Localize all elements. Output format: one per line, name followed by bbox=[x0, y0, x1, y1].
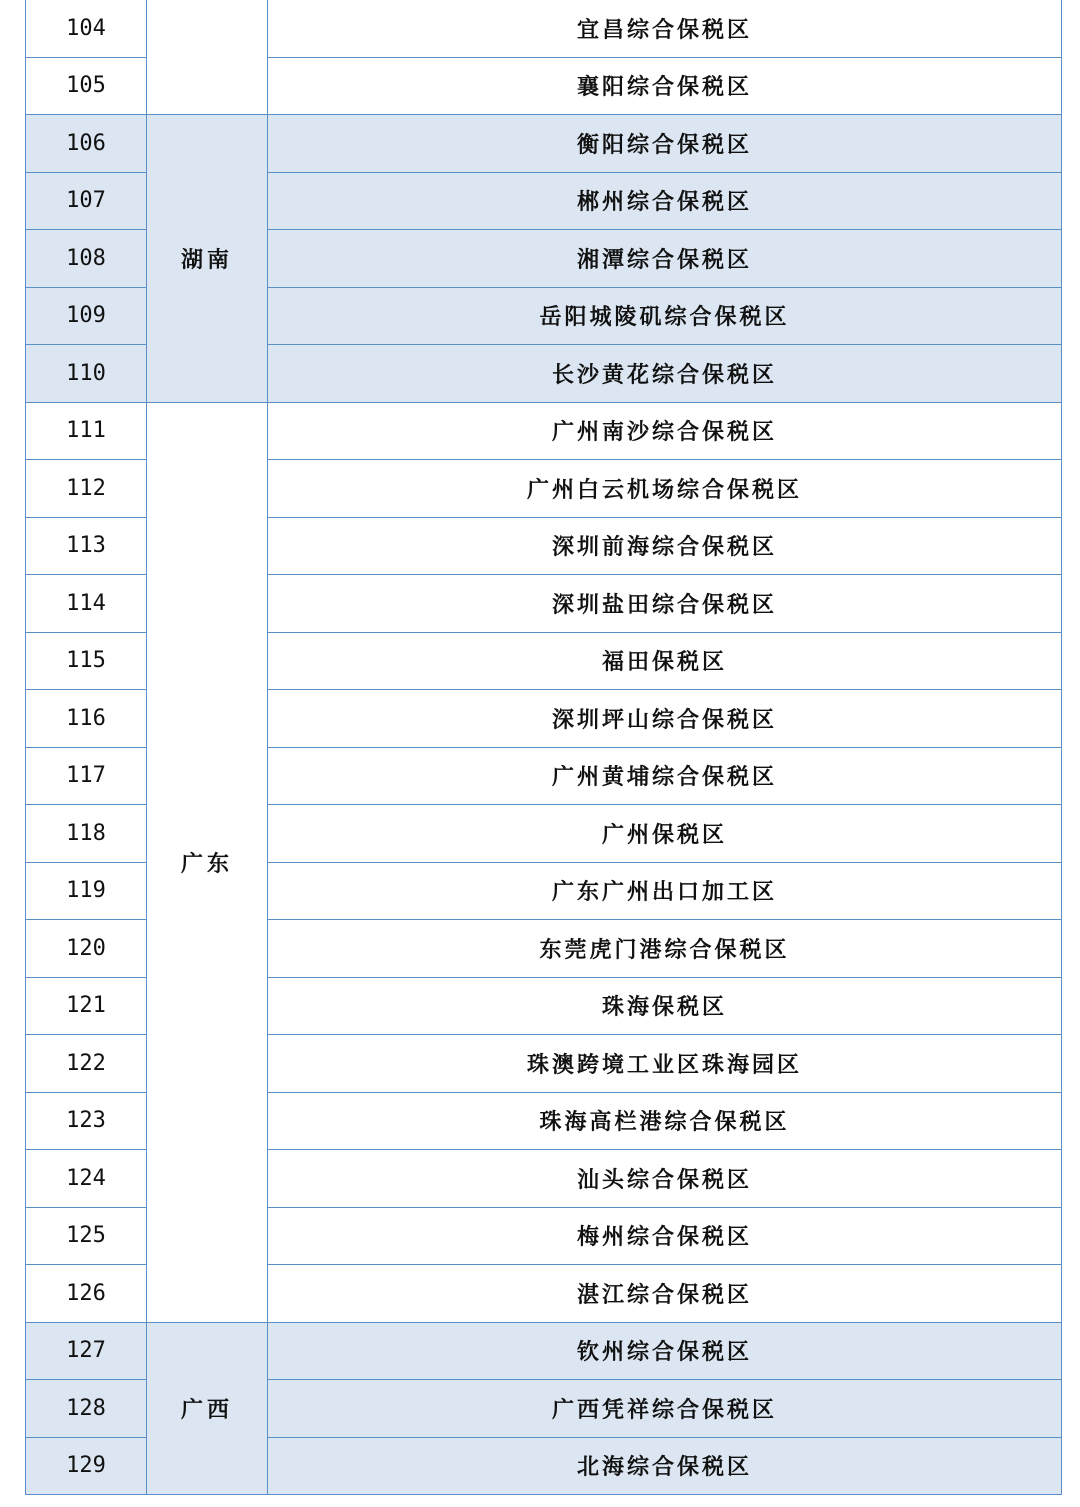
table-row bbox=[26, 402, 1062, 460]
row-number-cell: 115 bbox=[26, 632, 147, 690]
table-row bbox=[26, 1322, 1062, 1380]
row-number-cell: 120 bbox=[26, 920, 147, 978]
row-number-cell: 111 bbox=[26, 402, 147, 460]
zone-name-cell: 湘潭综合保税区 bbox=[268, 230, 1062, 288]
row-number-cell: 121 bbox=[26, 977, 147, 1035]
zone-name-cell: 珠海保税区 bbox=[268, 977, 1062, 1035]
zone-name-cell: 岳阳城陵矶综合保税区 bbox=[268, 287, 1062, 345]
row-number-cell: 107 bbox=[26, 172, 147, 230]
zone-name-cell: 广东广州出口加工区 bbox=[268, 862, 1062, 920]
zone-name-cell: 广州南沙综合保税区 bbox=[268, 402, 1062, 460]
zone-name-cell: 衡阳综合保税区 bbox=[268, 115, 1062, 173]
row-number-cell: 104 bbox=[26, 0, 147, 57]
zone-name-cell: 襄阳综合保税区 bbox=[268, 57, 1062, 115]
row-number-cell: 119 bbox=[26, 862, 147, 920]
row-number-cell: 112 bbox=[26, 460, 147, 518]
zone-name-cell: 梅州综合保税区 bbox=[268, 1207, 1062, 1265]
zone-name-cell: 珠澳跨境工业区珠海园区 bbox=[268, 1035, 1062, 1093]
zone-name-cell: 广西凭祥综合保税区 bbox=[268, 1380, 1062, 1438]
row-number-cell: 116 bbox=[26, 690, 147, 748]
zone-name-cell: 广州黄埔综合保税区 bbox=[268, 747, 1062, 805]
zone-name-cell: 长沙黄花综合保税区 bbox=[268, 345, 1062, 403]
zone-name-cell: 深圳盐田综合保税区 bbox=[268, 575, 1062, 633]
zone-name-cell: 珠海高栏港综合保税区 bbox=[268, 1092, 1062, 1150]
table-row bbox=[26, 0, 1062, 57]
zone-name-cell: 郴州综合保税区 bbox=[268, 172, 1062, 230]
row-number-cell: 122 bbox=[26, 1035, 147, 1093]
zone-name-cell: 北海综合保税区 bbox=[268, 1437, 1062, 1495]
row-number-cell: 114 bbox=[26, 575, 147, 633]
zone-name-cell: 东莞虎门港综合保税区 bbox=[268, 920, 1062, 978]
zone-name-cell: 深圳前海综合保税区 bbox=[268, 517, 1062, 575]
row-number-cell: 108 bbox=[26, 230, 147, 288]
row-number-cell: 118 bbox=[26, 805, 147, 863]
row-number-cell: 126 bbox=[26, 1265, 147, 1323]
province-cell bbox=[147, 0, 268, 115]
row-number-cell: 124 bbox=[26, 1150, 147, 1208]
zone-name-cell: 钦州综合保税区 bbox=[268, 1322, 1062, 1380]
row-number-cell: 106 bbox=[26, 115, 147, 173]
zone-name-cell: 广州白云机场综合保税区 bbox=[268, 460, 1062, 518]
row-number-cell: 105 bbox=[26, 57, 147, 115]
zone-name-cell: 深圳坪山综合保税区 bbox=[268, 690, 1062, 748]
row-number-cell: 128 bbox=[26, 1380, 147, 1438]
row-number-cell: 113 bbox=[26, 517, 147, 575]
zone-name-cell: 汕头综合保税区 bbox=[268, 1150, 1062, 1208]
row-number-cell: 127 bbox=[26, 1322, 147, 1380]
row-number-cell: 129 bbox=[26, 1437, 147, 1495]
table-row bbox=[26, 115, 1062, 173]
row-number-cell: 110 bbox=[26, 345, 147, 403]
zone-name-cell: 福田保税区 bbox=[268, 632, 1062, 690]
province-cell: 湖南 bbox=[147, 115, 268, 403]
table-body bbox=[26, 0, 1062, 1495]
zone-name-cell: 广州保税区 bbox=[268, 805, 1062, 863]
row-number-cell: 125 bbox=[26, 1207, 147, 1265]
row-number-cell: 117 bbox=[26, 747, 147, 805]
row-number-cell: 123 bbox=[26, 1092, 147, 1150]
province-cell: 广西 bbox=[147, 1322, 268, 1495]
province-cell: 广东 bbox=[147, 402, 268, 1322]
zone-name-cell: 湛江综合保税区 bbox=[268, 1265, 1062, 1323]
bonded-zone-table bbox=[25, 0, 1062, 1495]
zone-name-cell: 宜昌综合保税区 bbox=[268, 0, 1062, 57]
row-number-cell: 109 bbox=[26, 287, 147, 345]
